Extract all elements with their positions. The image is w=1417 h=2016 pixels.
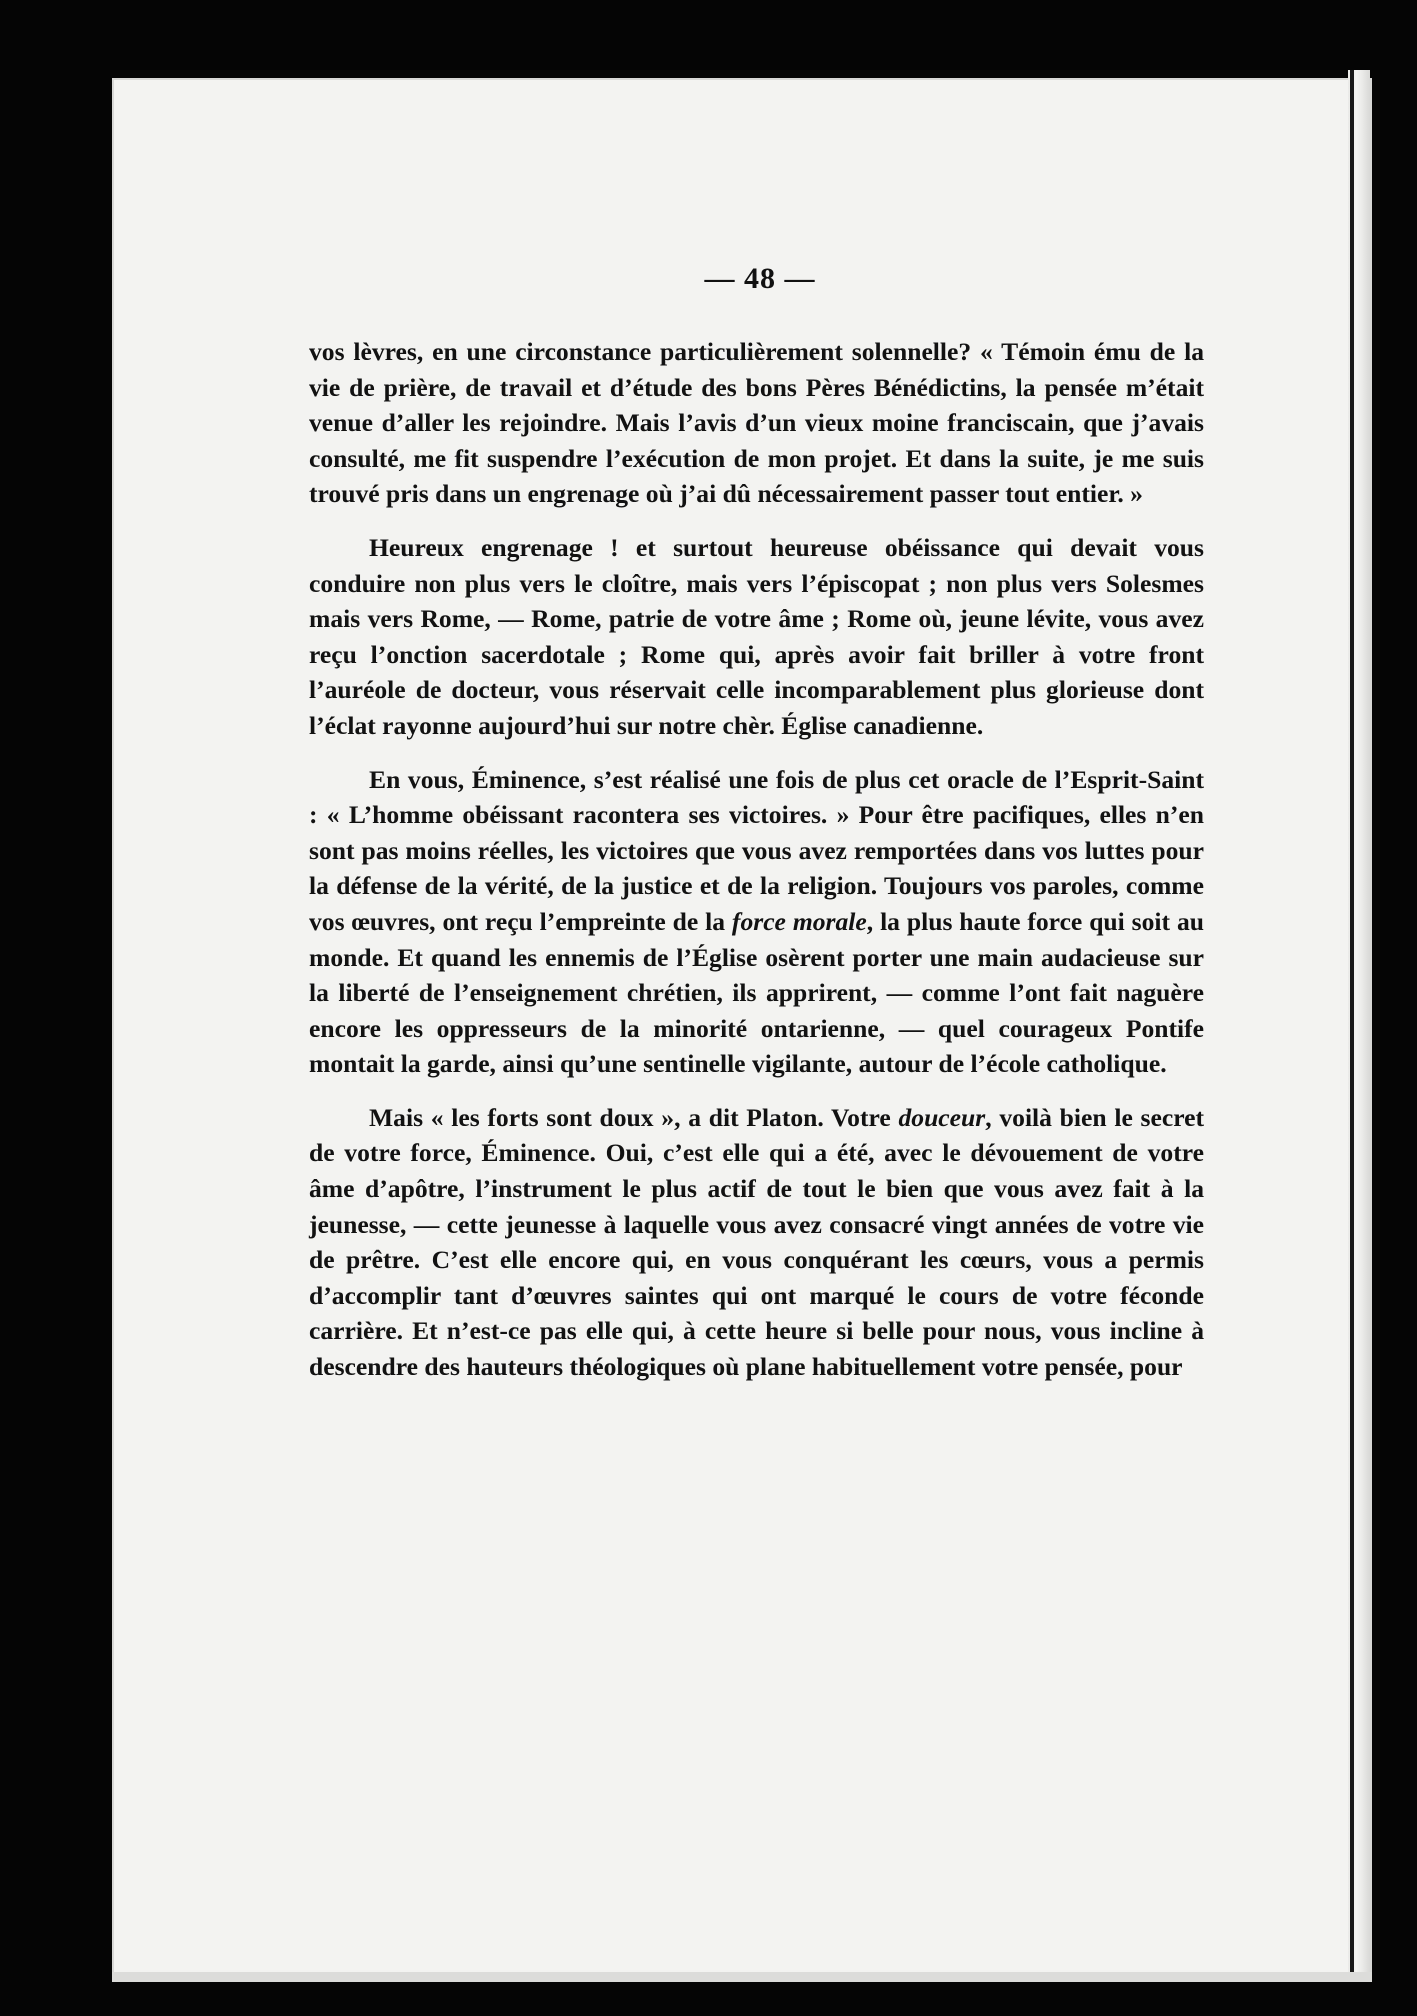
paragraph-3 <box>309 762 1204 1082</box>
binding-shadow <box>1350 70 1354 1980</box>
paragraph-4-emphasis: douceur <box>898 1102 986 1132</box>
paragraph-1-text: vos lèvres, en une circonstance particulièrement solennelle? « Témoin ému de la vie de prière, de travail et d’étude des bons Pères Bénédictins, la pensée m’était venue d’aller les rejoindre. Mais l’avis d’un vieux moine franciscain, que j’avais consulté, me fit suspendre l’exécution de mon projet. Et dans la suite, je me suis trouvé pris dans un engrenage où j’ai dû nécessairement passer tout entier. » <box>309 337 1204 509</box>
page-edge-bottom <box>112 1972 1372 1982</box>
paragraph-3-emphasis: force morale <box>731 906 867 936</box>
paragraph-3-text-a: En vous, Éminence, s’est réalisé une fois de plus cet oracle de l’Esprit-Saint : « L’homme obéissant racontera ses victoires. » Pour être pacifiques, elles n’en sont pas moins réelles, les victoires que vous avez remportées dans vos luttes pour la défense de la vérité, de la justice et de la religion. Toujours vos paroles, comme vos œuvres, ont reçu l’empreinte de la <box>309 764 1204 936</box>
page-number: — 48 — <box>704 262 816 295</box>
body-text <box>309 334 1204 1403</box>
paragraph-2-text: Heureux engrenage ! et surtout heureuse obéissance qui devait vous conduire non plus vers le cloître, mais vers l’épiscopat ; non plus vers Solesmes mais vers Rome, — Rome, patrie de votre âme ; Rome où, jeune lévite, vous avez reçu l’onction sacerdotale ; Rome qui, après avoir fait briller à votre front l’auréole de docteur, vous réservait celle incomparablement plus glorieuse dont l’éclat rayonne aujourd’hui sur notre chèr. Église canadienne. <box>309 532 1204 740</box>
paragraph-1 <box>309 334 1204 512</box>
paragraph-2 <box>309 530 1204 744</box>
page-edge-right <box>1348 70 1370 1980</box>
paragraph-4-text-b: , voilà bien le secret de votre force, Éminence. Oui, c’est elle qui a été, avec le dévouement de votre âme d’apôtre, l’instrument le plus actif de tout le bien que vous avez fait à la jeunesse, — cette jeunesse à laquelle vous avez consacré vingt années de votre vie de prêtre. C’est elle encore qui, en vous conquérant les cœurs, vous a permis d’accomplir tant d’œuvres saintes qui ont marqué le cours de votre féconde carrière. Et n’est-ce pas elle qui, à cette heure si belle pour nous, vous incline à descendre des hauteurs théologiques où plane habituellement votre pensée, pour <box>309 1102 1204 1382</box>
paragraph-3-text-b: , la plus haute force qui soit au monde. Et quand les ennemis de l’Église osèrent porter une main audacieuse sur la liberté de l’enseignement chrétien, ils apprirent, — comme l’ont fait naguère encore les oppresseurs de la minorité ontarienne, — quel courageux Pontife montait la garde, ainsi qu’une sentinelle vigilante, autour de l’école catholique. <box>309 906 1204 1079</box>
paragraph-4 <box>309 1100 1204 1385</box>
paragraph-4-text-a: Mais « les forts sont doux », a dit Platon. Votre <box>369 1102 899 1132</box>
